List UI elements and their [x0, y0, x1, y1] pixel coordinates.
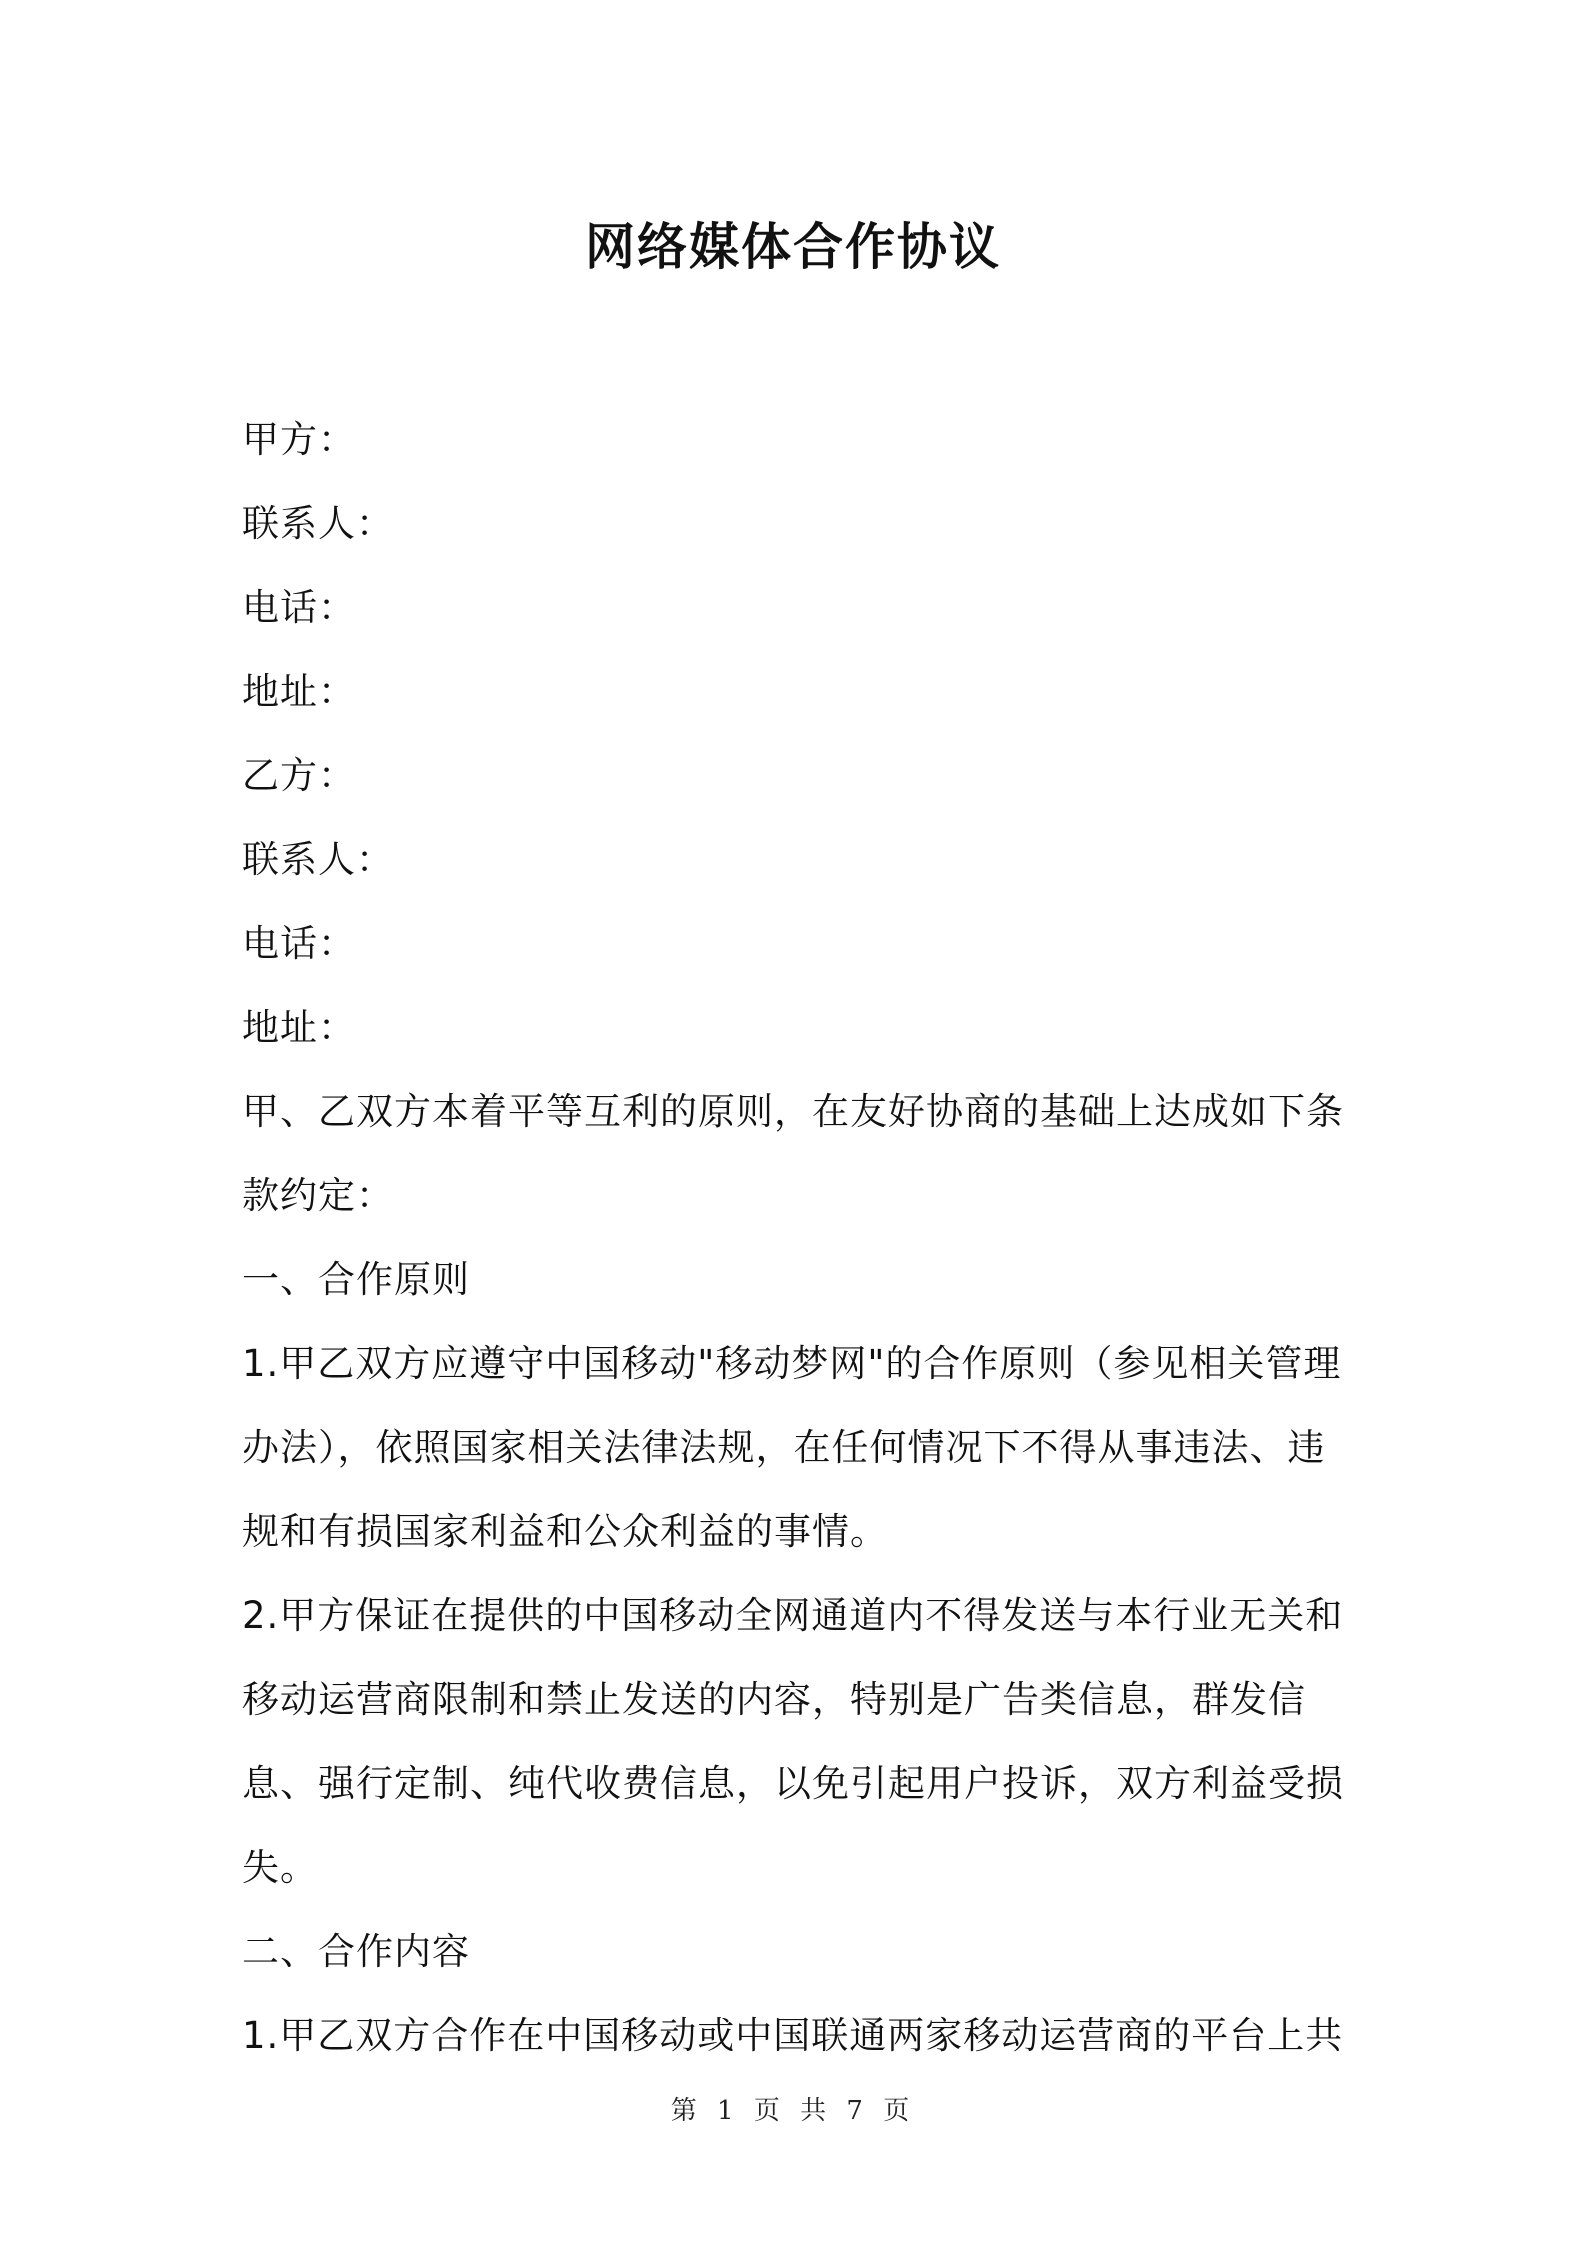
- section-1-heading: 一、合作原则: [242, 1258, 470, 1301]
- party-a-contact-label: 联系人：: [242, 502, 394, 545]
- document-title: 网络媒体合作协议: [585, 218, 1001, 276]
- party-a-label: 甲方：: [242, 418, 356, 461]
- party-b-address-label: 地址：: [242, 1006, 356, 1049]
- section-2-heading: 二、合作内容: [242, 1930, 470, 1973]
- preamble-paragraph: 甲、乙双方本着平等互利的原则，在友好协商的基础上达成如下条款约定：: [242, 1090, 1344, 1217]
- party-b-label: 乙方：: [242, 754, 356, 797]
- party-b-contact-label: 联系人：: [242, 838, 394, 881]
- section-2-clause-1: 1.甲乙双方合作在中国移动或中国联通两家移动运营商的平台上共: [242, 2014, 1344, 2057]
- section-1-clause-2: 2.甲方保证在提供的中国移动全网通道内不得发送与本行业无关和移动运营商限制和禁止发送的内容，特别是广告类信息，群发信息、强行定制、纯代收费信息，以免引起用户投诉，双方利益受损失。: [242, 1594, 1344, 1889]
- page-footer: 第 1 页 共 7 页: [670, 2096, 916, 2126]
- party-b-phone-label: 电话：: [242, 922, 356, 965]
- party-a-phone-label: 电话：: [242, 586, 356, 629]
- document-body: [242, 398, 1362, 2078]
- party-a-address-label: 地址：: [242, 670, 356, 713]
- section-1-clause-1: 1.甲乙双方应遵守中国移动"移动梦网"的合作原则（参见相关管理办法），依照国家相关法律法规，在任何情况下不得从事违法、违规和有损国家利益和公众利益的事情。: [242, 1342, 1342, 1553]
